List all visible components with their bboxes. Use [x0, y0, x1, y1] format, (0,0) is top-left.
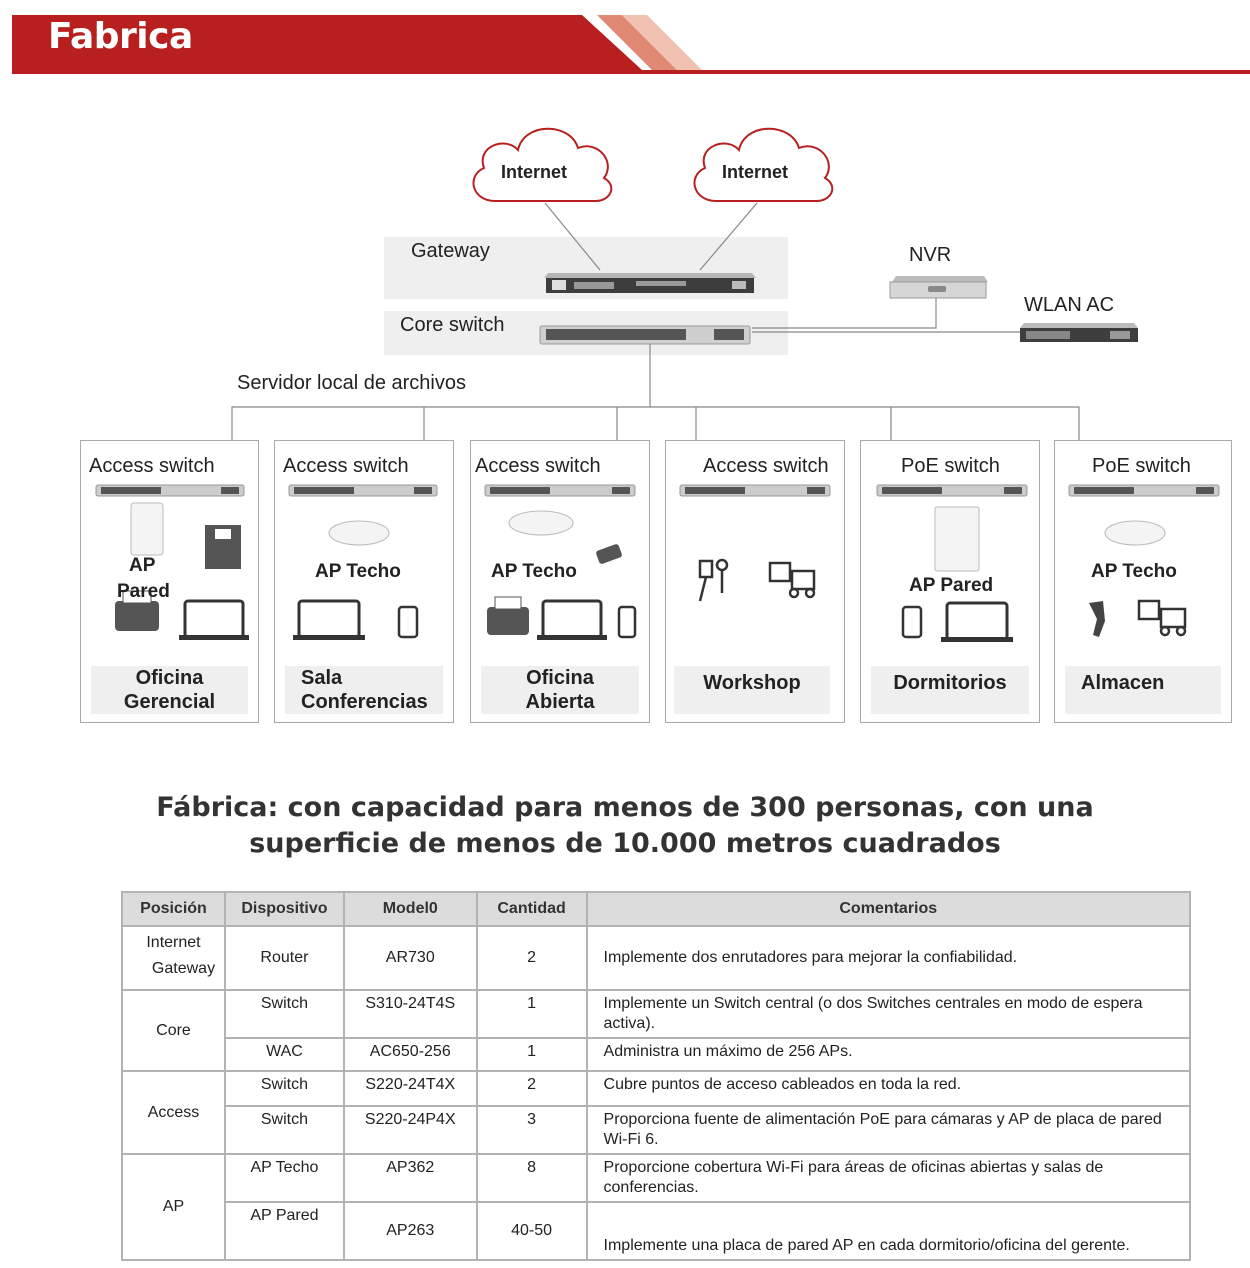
position-cell: AP: [122, 1154, 225, 1260]
zone-name: Conferencias: [301, 691, 428, 713]
model-cell: S220-24P4X: [344, 1106, 477, 1154]
zone-name-panel: [674, 666, 830, 714]
device-cell: AP Pared: [225, 1202, 344, 1260]
column-header: Model0: [344, 892, 477, 926]
title-line-1: Fábrica: con capacidad para menos de 300 personas, con una: [156, 792, 1094, 823]
device-cell: Switch: [225, 1071, 344, 1106]
zone-name: Oficina: [526, 667, 594, 689]
zone-oficina-gerencial: [80, 440, 259, 723]
forklift-icon: [1139, 601, 1185, 635]
table-row: [122, 1106, 1190, 1154]
camera-icon: [595, 543, 622, 564]
ceiling-ap-icon: [1105, 521, 1165, 545]
laptop-icon: [299, 601, 359, 637]
zone-workshop: [665, 440, 845, 723]
comment-cell: Proporcione cobertura Wi-Fi para áreas de oficinas abiertas y salas de conferencias.: [587, 1154, 1190, 1202]
wall-ap-icon: [131, 503, 163, 555]
zone-name-panel: [285, 666, 443, 714]
zone-name: Workshop: [703, 672, 801, 694]
cloud-label: Internet: [721, 162, 788, 182]
wlan-ac-label: WLAN AC: [1024, 294, 1115, 316]
quantity-cell: 2: [477, 926, 587, 990]
zone-name-panel: [91, 666, 248, 714]
table-row: [122, 1154, 1190, 1202]
zone-almacen: [1054, 440, 1232, 723]
gateway-label: Gateway: [411, 240, 490, 262]
forklift-icon: [770, 563, 814, 597]
comment-cell: Implemente dos enrutadores para mejorar la confiabilidad.: [587, 926, 1190, 990]
comment-cell: Implemente una placa de pared AP en cada dormitorio/oficina del gerente.: [587, 1202, 1190, 1260]
device-cell: Switch: [225, 1106, 344, 1154]
device-cell: WAC: [225, 1038, 344, 1071]
device-label: AP Techo: [315, 561, 401, 582]
zone-name: Gerencial: [123, 691, 216, 713]
zone-switch-label: Access switch: [703, 455, 829, 477]
table-row: [122, 1202, 1190, 1260]
model-cell: AP263: [344, 1202, 477, 1260]
model-cell: S220-24T4X: [344, 1071, 477, 1106]
model-cell: AR730: [344, 926, 477, 990]
comment-cell: Proporciona fuente de alimentación PoE para cámaras y AP de placa de pared Wi-Fi 6.: [587, 1106, 1190, 1154]
ceiling-ap-icon: [329, 521, 389, 545]
position-cell: Access: [122, 1071, 225, 1154]
table-row: [122, 1038, 1190, 1071]
comment-cell: Implemente un Switch central (o dos Switches centrales en modo de espera activa).: [587, 990, 1190, 1038]
zone-name-panel: [1065, 666, 1221, 714]
scanner-icon: [1089, 601, 1105, 637]
quantity-cell: 2: [477, 1071, 587, 1106]
printer-icon: [115, 601, 159, 631]
model-cell: AC650-256: [344, 1038, 477, 1071]
comment-cell: Administra un máximo de 256 APs.: [587, 1038, 1190, 1071]
phone-icon: [619, 607, 635, 637]
page-title: [0, 790, 1250, 862]
quantity-cell: 1: [477, 1038, 587, 1071]
page-header-title: Fabrica: [48, 16, 193, 57]
device-label: AP: [129, 555, 156, 576]
zone-name-panel: [481, 666, 639, 714]
comment-cell: Cubre puntos de acceso cableados en toda la red.: [587, 1071, 1190, 1106]
zone-dormitorios: [860, 440, 1040, 723]
file-server-label: Servidor local de archivos: [237, 372, 466, 394]
gateway-device-icon: [544, 273, 756, 293]
position-cell: [122, 926, 225, 990]
zone-switch-label: PoE switch: [901, 455, 1000, 477]
equipment-table: [121, 891, 1191, 1261]
column-header: Cantidad: [477, 892, 587, 926]
table-row: [122, 926, 1190, 990]
network-diagram: [0, 80, 1250, 740]
table-row: [122, 1071, 1190, 1106]
nvr-label: NVR: [909, 244, 952, 266]
core-switch-label: Core switch: [400, 314, 505, 336]
wlan-ac-icon: [1020, 323, 1138, 342]
laptop-icon: [543, 601, 601, 637]
zone-name: Sala: [301, 667, 343, 689]
zone-name-panel: [871, 666, 1029, 714]
zone-name: Oficina: [135, 667, 204, 689]
wall-ap-icon: [935, 507, 979, 571]
worker-icon: [700, 560, 727, 601]
model-cell: S310-24T4S: [344, 990, 477, 1038]
quantity-cell: 40-50: [477, 1202, 587, 1260]
zone-switch-label: Access switch: [89, 455, 215, 477]
position-text: Gateway: [151, 960, 216, 977]
zone-name: Abierta: [525, 691, 595, 713]
column-header: Comentarios: [587, 892, 1190, 926]
phone-icon: [903, 607, 921, 637]
phone-icon: [399, 607, 417, 637]
position-cell: Core: [122, 990, 225, 1071]
zone-switch-label: PoE switch: [1092, 455, 1191, 477]
laptop-icon: [947, 603, 1007, 639]
device-label: AP Techo: [491, 561, 577, 582]
zone-sala-conferencias: [274, 440, 454, 723]
device-label: AP Techo: [1091, 561, 1177, 582]
zone-switch-label: Access switch: [283, 455, 409, 477]
cloud-label: Internet: [500, 162, 567, 182]
zone-switch-label: Access switch: [475, 455, 601, 477]
title-line-2: superficie de menos de 10.000 metros cuadrados: [249, 828, 1001, 859]
table-header-row: [122, 892, 1190, 926]
device-label: Pared: [117, 581, 170, 602]
device-label: AP Pared: [909, 575, 994, 596]
zone-name: Dormitorios: [893, 672, 1007, 694]
ceiling-ap-icon: [509, 511, 573, 535]
column-header: Dispositivo: [225, 892, 344, 926]
device-cell: AP Techo: [225, 1154, 344, 1202]
quantity-cell: 1: [477, 990, 587, 1038]
laptop-icon: [185, 601, 243, 637]
zone-oficina-abierta: [470, 440, 650, 723]
printer-icon: [487, 607, 529, 635]
quantity-cell: 8: [477, 1154, 587, 1202]
column-header: Posición: [122, 892, 225, 926]
nvr-icon: [890, 276, 988, 298]
device-cell: Router: [225, 926, 344, 990]
model-cell: AP362: [344, 1154, 477, 1202]
device-cell: Switch: [225, 990, 344, 1038]
core-switch-icon: [540, 326, 750, 344]
quantity-cell: 3: [477, 1106, 587, 1154]
position-text: Internet: [146, 934, 201, 951]
zone-name: Almacen: [1081, 672, 1165, 694]
table-row: [122, 990, 1190, 1038]
header-banner: [12, 15, 1250, 75]
